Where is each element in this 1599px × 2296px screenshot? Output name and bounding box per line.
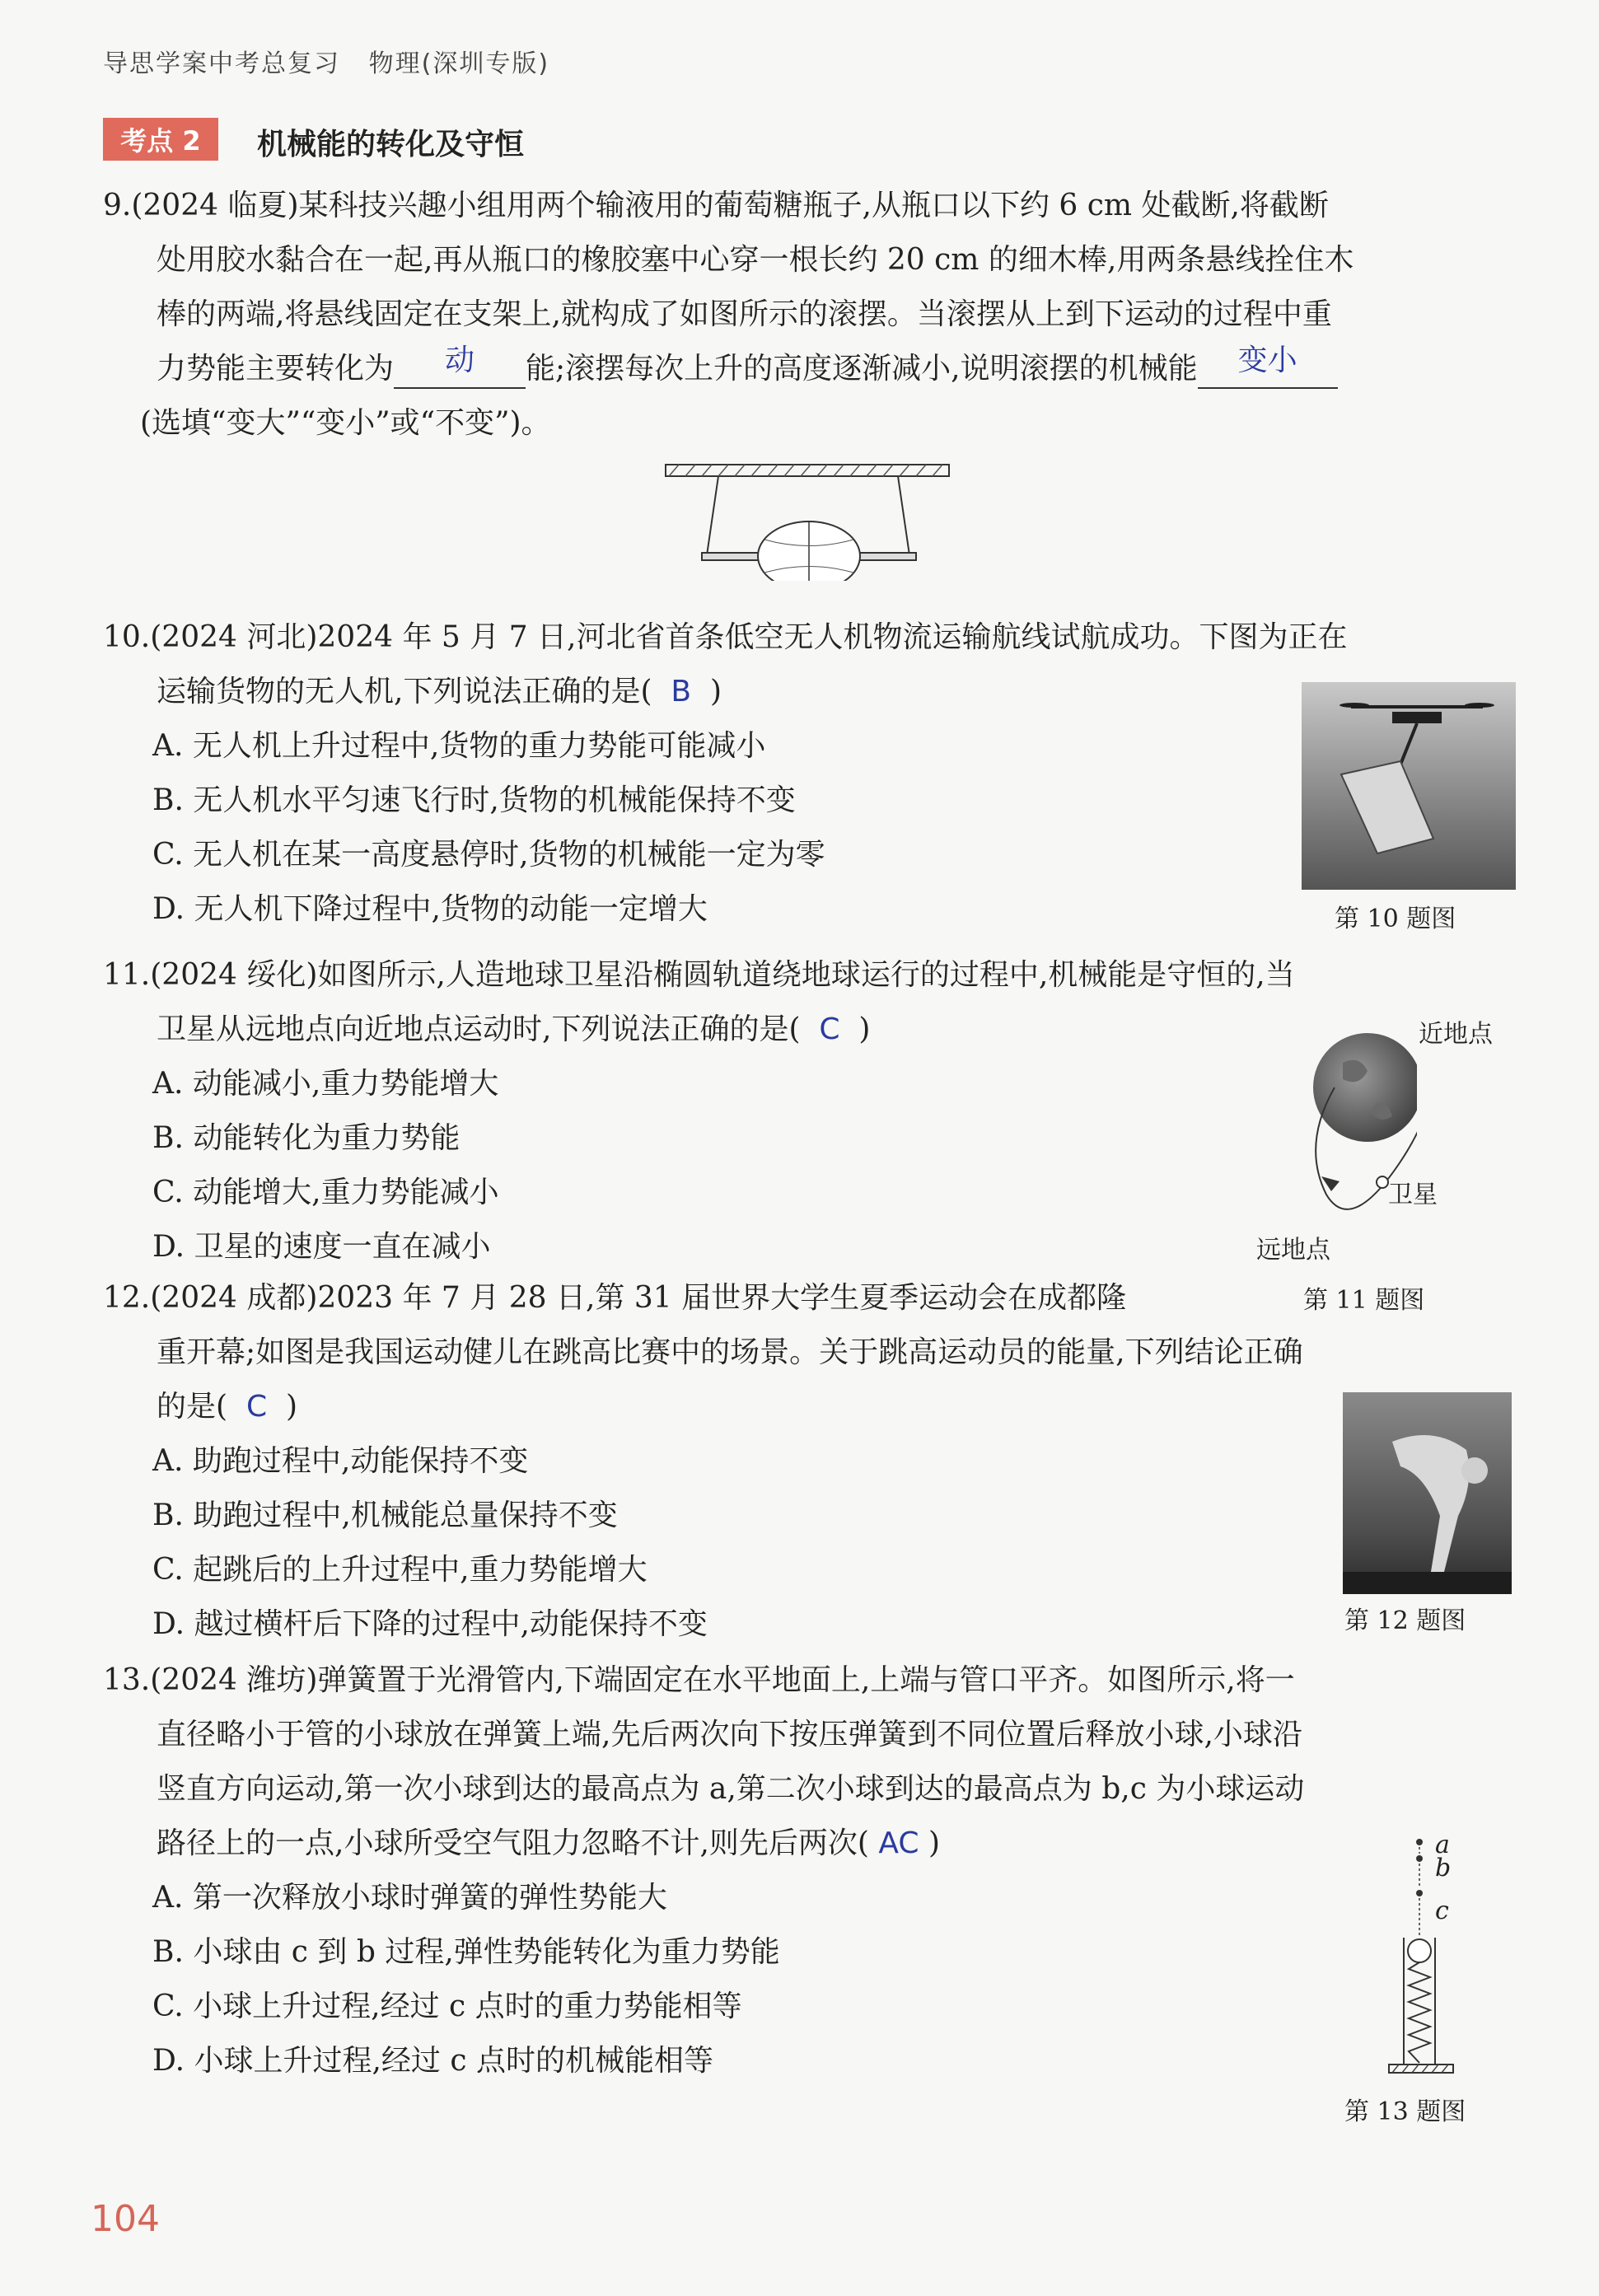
q10-line2-pre: 运输货物的无人机,下列说法正确的是( <box>157 675 652 708</box>
q11-line2-pre: 卫星从远地点向近地点运动时,下列说法正确的是( <box>157 1012 801 1046</box>
q12-line1: 12.(2024 成都)2023 年 7 月 28 日,第 31 届世界大学生夏季运动会在成都隆 <box>103 1281 1127 1315</box>
q11-label-satellite: 卫星 <box>1388 1181 1438 1209</box>
q10-option-c: C. 无人机在某一高度悬停时,货物的机械能一定为零 <box>152 838 825 872</box>
earth-icon <box>1313 1033 1417 1142</box>
q9-line2: 处用胶水黏合在一起,再从瓶口的橡胶塞中心穿一根长约 20 cm 的细木棒,用两条悬线拴住木 <box>157 243 1354 277</box>
q12-option-c: C. 起跳后的上升过程中,重力势能增大 <box>152 1553 648 1587</box>
q9-answer1: 动 <box>445 344 475 377</box>
q10-line1: 10.(2024 河北)2024 年 5 月 7 日,河北省首条低空无人机物流运输航线试航成功。下图为正在 <box>103 620 1348 654</box>
section-tag: 考点 2 <box>103 118 218 161</box>
q9-line4-mid: 能;滚摆每次上升的高度逐渐减小,说明滚摆的机械能 <box>526 352 1198 386</box>
right-string <box>898 476 909 555</box>
q11-label-near: 近地点 <box>1419 1020 1493 1049</box>
support-bar <box>666 465 949 476</box>
q12-high-jump-photo <box>1343 1392 1512 1594</box>
q12-answer: C <box>245 1390 268 1424</box>
q13-label-c: c <box>1435 1896 1449 1925</box>
q12-option-d: D. 越过横杆后下降的过程中,动能保持不变 <box>152 1607 708 1641</box>
q13-line4-post: ) <box>928 1826 941 1860</box>
q11-option-d: D. 卫星的速度一直在减小 <box>152 1230 491 1264</box>
q13-spring-tube-figure <box>1384 1831 1466 2079</box>
running-header <box>103 43 549 79</box>
q13-line4-pre: 路径上的一点,小球所受空气阻力忽略不计,则先后两次( <box>157 1826 869 1860</box>
q10-option-b: B. 无人机水平匀速飞行时,货物的机械能保持不变 <box>152 783 796 817</box>
q10-drone-photo <box>1302 682 1516 890</box>
section-title: 机械能的转化及守恒 <box>257 128 525 161</box>
q11-line2 <box>157 1012 870 1048</box>
q13-option-d: D. 小球上升过程,经过 c 点时的机械能相等 <box>152 2044 713 2078</box>
q13-option-a: A. 第一次释放小球时弹簧的弹性势能大 <box>152 1881 667 1915</box>
q12-option-a: A. 助跑过程中,动能保持不变 <box>152 1444 529 1478</box>
q9-blank2[interactable] <box>1198 344 1338 389</box>
q12-option-b: B. 助跑过程中,机械能总量保持不变 <box>152 1499 618 1532</box>
q9-answer2: 变小 <box>1237 344 1297 377</box>
q11-caption: 第 11 题图 <box>1303 1286 1425 1315</box>
q12-line3-pre: 的是( <box>157 1390 228 1424</box>
point-a-icon <box>1416 1839 1423 1845</box>
spring-icon <box>1409 1962 1430 2063</box>
q11-label-far: 远地点 <box>1256 1236 1330 1265</box>
q11-answer: C <box>819 1012 840 1046</box>
book-title: 导思学案中考总复习 <box>103 49 340 78</box>
q10-option-a: A. 无人机上升过程中,货物的重力势能可能减小 <box>152 729 766 763</box>
q9-blank1[interactable] <box>394 344 526 389</box>
q11-line1: 11.(2024 绥化)如图所示,人造地球卫星沿椭圆轨道绕地球运行的过程中,机械能是守恒的,当 <box>103 958 1295 992</box>
point-c-icon <box>1416 1890 1423 1896</box>
q10-answer: B <box>671 675 692 708</box>
q11-option-c: C. 动能增大,重力势能减小 <box>152 1176 499 1209</box>
satellite-icon <box>1377 1176 1388 1188</box>
subject-title: 物理(深圳专版) <box>368 49 550 78</box>
q13-option-c: C. 小球上升过程,经过 c 点时的重力势能相等 <box>152 1990 742 2023</box>
q11-option-a: A. 动能减小,重力势能增大 <box>152 1067 499 1101</box>
q10-line2-post: ) <box>709 675 722 708</box>
q13-caption: 第 13 题图 <box>1344 2097 1466 2126</box>
q9-line1: 9.(2024 临夏)某科技兴趣小组用两个输液用的葡萄糖瓶子,从瓶口以下约 6 cm 处截断,将截断 <box>103 189 1329 222</box>
q13-line1: 13.(2024 潍坊)弹簧置于光滑管内,下端固定在水平地面上,上端与管口平齐。如图所示,将一 <box>103 1663 1295 1697</box>
q13-answer: AC <box>878 1826 919 1860</box>
q13-line2: 直径略小于管的小球放在弹簧上端,先后两次向下按压弹簧到不同位置后释放小球,小球沿 <box>157 1718 1302 1751</box>
q11-line2-post: ) <box>858 1012 871 1046</box>
point-b-icon <box>1416 1855 1423 1862</box>
q9-line4-pre: 力势能主要转化为 <box>157 352 395 386</box>
q13-label-b: b <box>1435 1854 1452 1882</box>
page-number: 104 <box>91 2198 160 2240</box>
left-string <box>707 476 718 555</box>
q11-option-b: B. 动能转化为重力势能 <box>152 1121 461 1155</box>
q9-line5: (选填“变大”“变小”或“不变”)。 <box>140 406 551 440</box>
q9-rolling-pendulum-figure <box>659 461 956 581</box>
q13-line3: 竖直方向运动,第一次小球到达的最高点为 a,第二次小球到达的最高点为 b,c 为小球运动 <box>157 1772 1305 1806</box>
q12-line2: 重开幕;如图是我国运动健儿在跳高比赛中的场景。关于跳高运动员的能量,下列结论正确 <box>157 1335 1303 1369</box>
q12-caption: 第 12 题图 <box>1344 1606 1466 1635</box>
ball-icon <box>1408 1939 1431 1962</box>
q9-line4 <box>157 344 1338 389</box>
q13-option-b: B. 小球由 c 到 b 过程,弹性势能转化为重力势能 <box>152 1935 780 1969</box>
q12-line3-post: ) <box>285 1390 298 1424</box>
q10-caption: 第 10 题图 <box>1335 905 1456 933</box>
q9-line3: 棒的两端,将悬线固定在支架上,就构成了如图所示的滚摆。当滚摆从上到下运动的过程中重 <box>157 297 1332 331</box>
q13-line4 <box>157 1826 940 1862</box>
q11-orbit-figure <box>1285 1030 1417 1244</box>
q10-line2 <box>157 674 722 710</box>
support-hatch <box>669 465 942 476</box>
q13-label-a: a <box>1435 1831 1450 1859</box>
q10-option-d: D. 无人机下降过程中,货物的动能一定增大 <box>152 892 708 926</box>
q12-line3 <box>157 1389 297 1425</box>
